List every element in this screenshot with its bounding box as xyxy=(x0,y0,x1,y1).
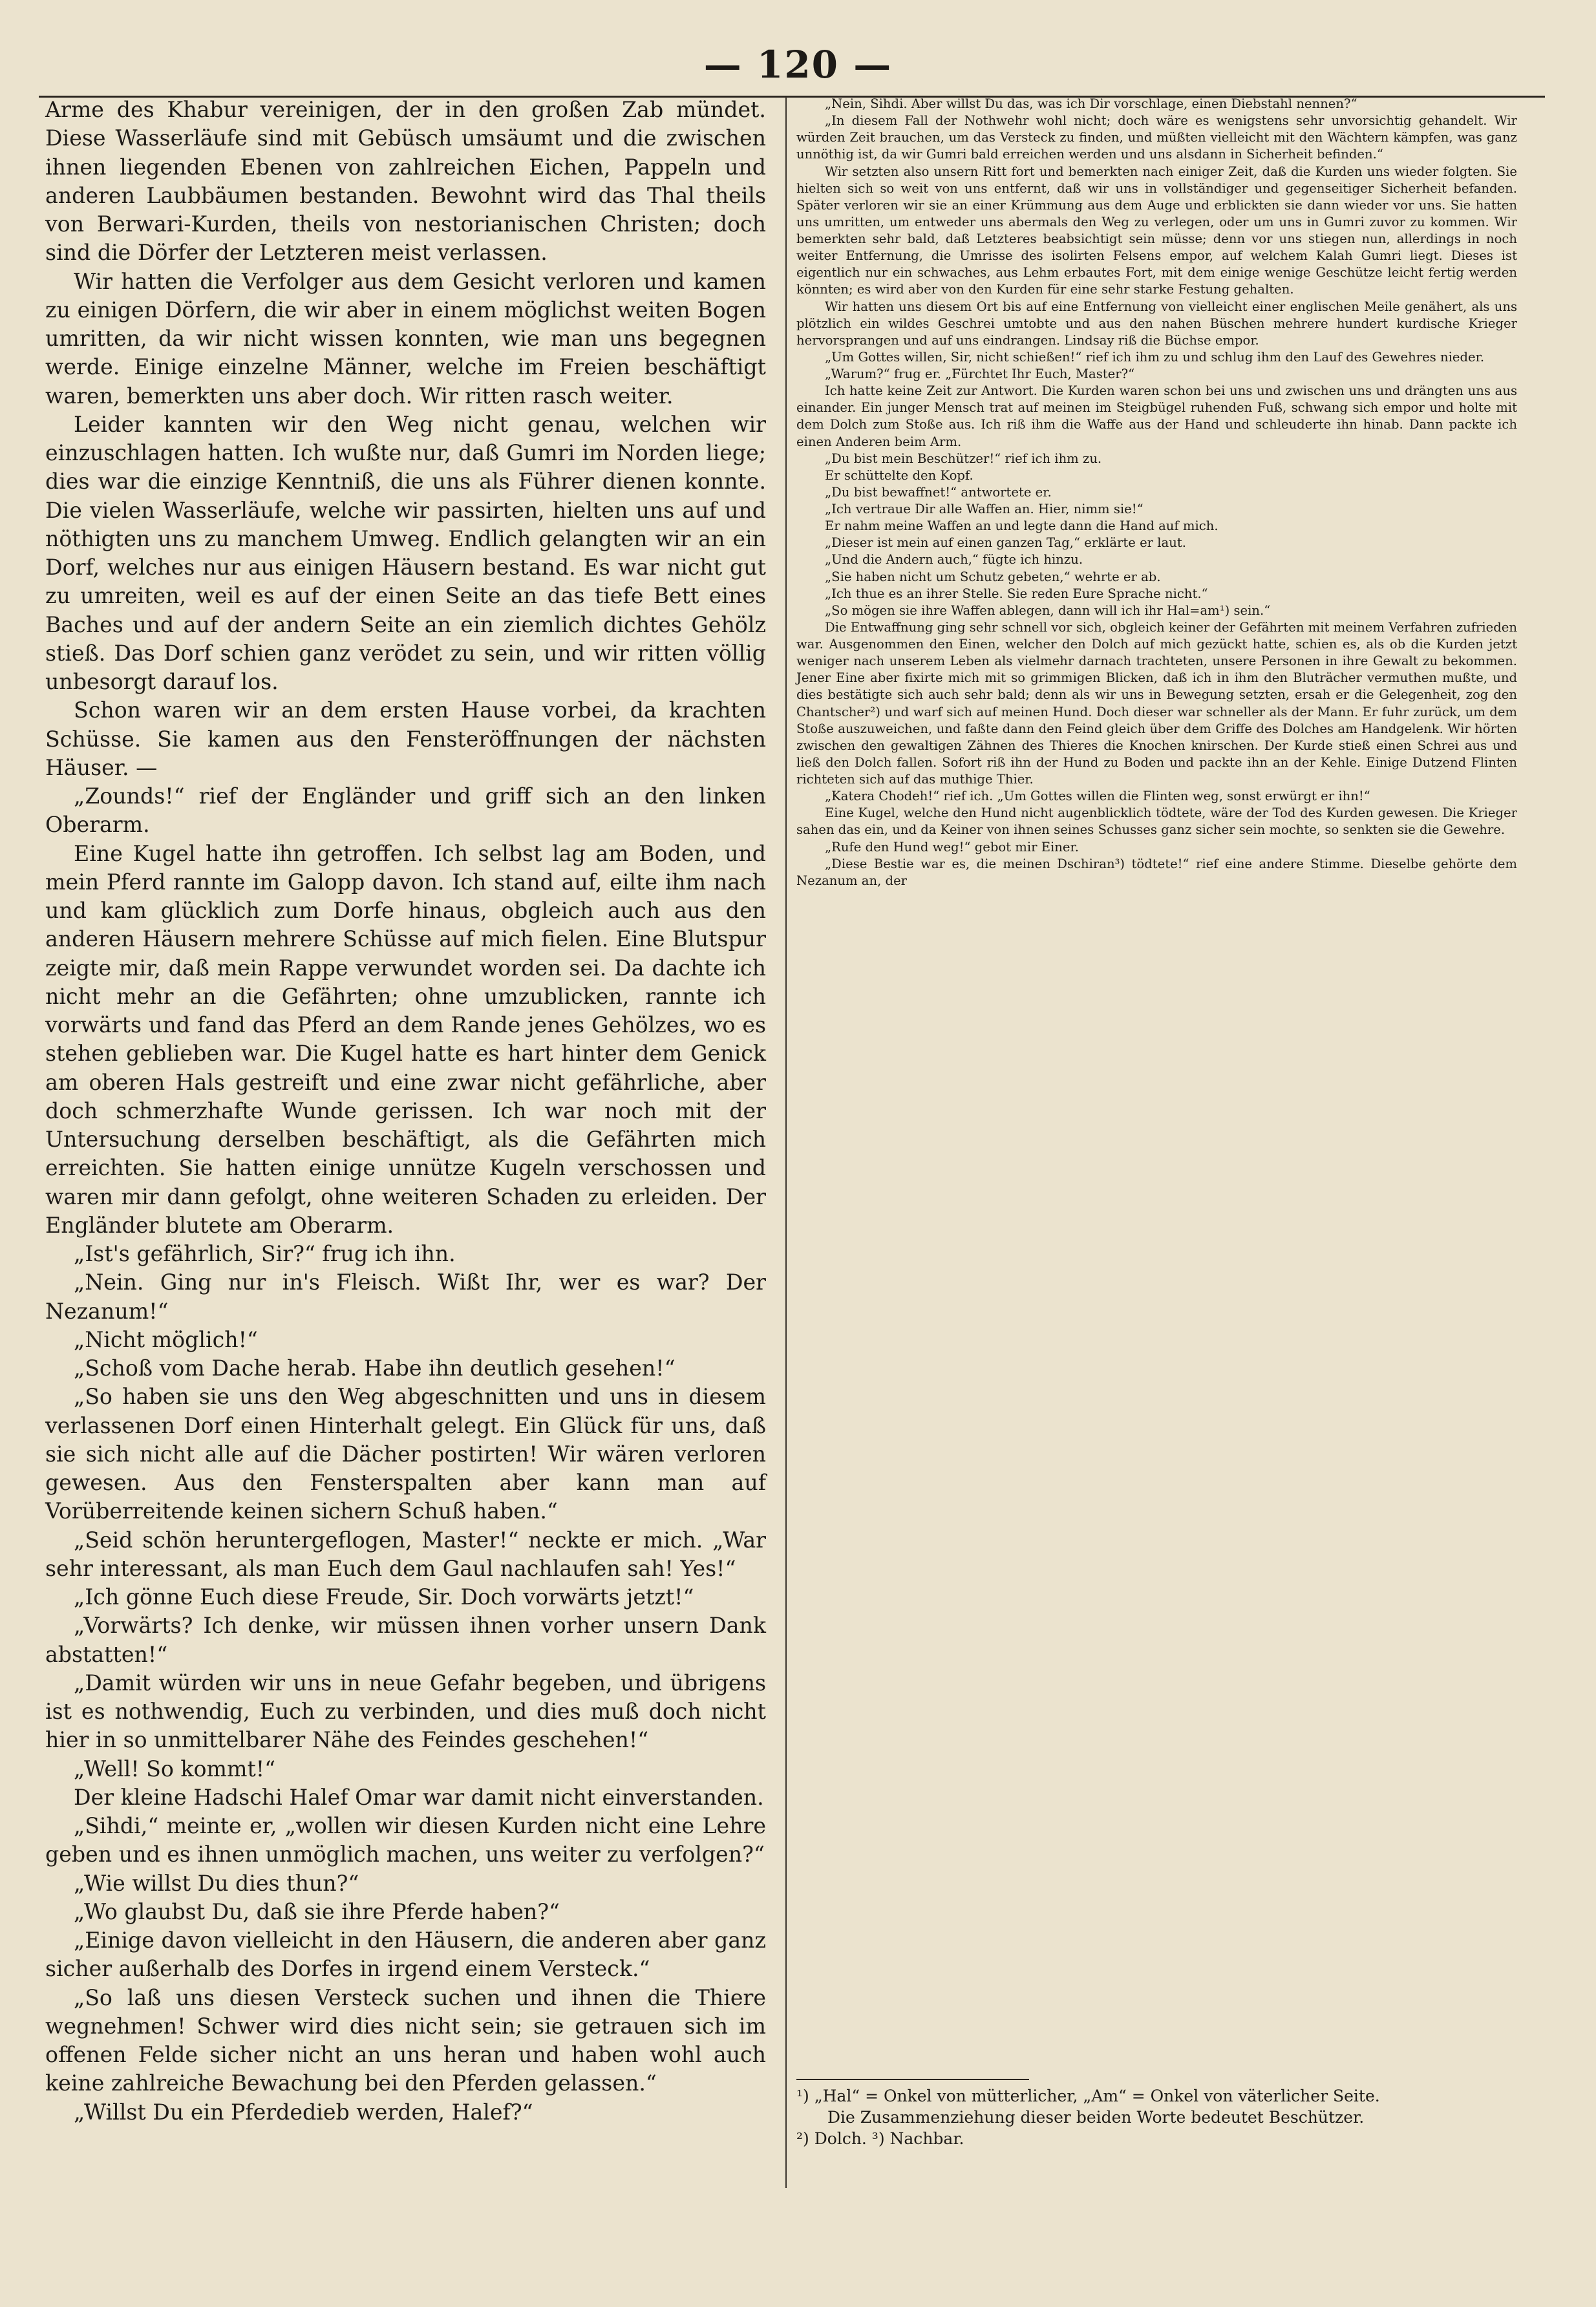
paragraph: Wir setzten also unsern Ritt fort und bemerkten nach einiger Zeit, daß die Kurden uns wieder folgten. Sie hielten sich so weit von uns entfernt, daß wir uns in vollständiger und gegenseitiger Sicherheit befanden. Später verloren wir sie an einer Krümmung aus dem Auge und erblickten sie dann wieder vor uns. Sie hatten uns umritten, um entweder uns abermals den Weg zu verlegen, oder um uns in Gumri zuvor zu kommen. Wir bemerkten sehr bald, daß Letzteres beabsichtigt sein müsse; denn vor uns stiegen nun, allerdings in noch weiter Entfernung, die Umrisse des isolirten Felsens empor, auf welchem Kalah Gumri liegt. Dieses ist eigentlich nur ein schwaches, aus Lehm erbautes Fort, mit dem einige wenige Geschütze leicht fertig werden könnten; es wird aber von den Kurden für eine sehr starke Festung gehalten. xyxy=(796,164,1517,297)
paragraph: „Und die Andern auch,“ fügte ich hinzu. xyxy=(825,552,1083,568)
paragraph: Leider kannten wir den Weg nicht genau, welchen wir einzuschlagen hatten. Ich wußte nur, daß Gumri im Norden liege; dies war die einzige Kenntniß, die uns als Führer dienen konnte. Die vielen Wasserläufe, welche wir passirten, hielten uns auf und nöthigten uns zu manchem Umweg. Endlich gelangten wir an ein Dorf, welches nur aus einigen Häusern bestand. Es war nicht gut zu umreiten, weil es auf der einen Seite an das tiefe Bett eines Baches und auf der andern Seite an ein ziemlich dichtes Gehölz stieß. Das Dorf schien ganz verödet zu sein, und wir ritten völlig unbesorgt darauf los. xyxy=(45,411,766,694)
paragraph: Er schüttelte den Kopf. xyxy=(825,467,974,483)
column-divider xyxy=(785,97,787,2188)
paragraph: „Du bist mein Beschützer!“ rief ich ihm zu. xyxy=(825,451,1102,466)
paragraph: „Ich vertraue Dir alle Waffen an. Hier, nimm sie!“ xyxy=(825,502,1144,516)
paragraph: Eine Kugel, welche den Hund nicht augenblicklich tödtete, wäre der Tod des Kurden gewesen. Die Krieger sahen das ein, und da Keiner von ihnen seines Schusses ganz sicher sein mochte, so senkten sie die Gewehre. xyxy=(796,805,1517,838)
paragraph: „Rufe den Hund weg!“ gebot mir Einer. xyxy=(825,839,1079,855)
paragraph: „Katera Chodeh!“ rief ich. „Um Gottes willen die Flinten weg, sonst erwürgt er ihn!“ xyxy=(825,789,1370,804)
footnotes xyxy=(796,2085,1517,2149)
footnote-line: Die Zusammenziehung dieser beiden Worte bedeutet Beschützer. xyxy=(827,2108,1365,2127)
paragraph: „Ich gönne Euch diese Freude, Sir. Doch vorwärts jetzt!“ xyxy=(74,1584,694,1610)
footnote-rule xyxy=(796,2079,1029,2080)
paragraph: „Well! So kommt!“ xyxy=(74,1756,276,1781)
paragraph: Wir hatten uns diesem Ort bis auf eine Entfernung von vielleicht einer englischen Meile genähert, als uns plötzlich ein wildes Geschrei umtobte und aus den nahen Büschen mehrere hundert kurdische Krieger hervorsprangen und auf uns eindrangen. Lindsay riß die Büchse empor. xyxy=(796,299,1517,348)
paragraph: „Damit würden wir uns in neue Gefahr begeben, und übrigens ist es nothwendig, Euch zu verbinden, und dies muß doch nicht hier in so unmittelbarer Nähe des Feindes geschehen!“ xyxy=(45,1670,766,1753)
paragraph: „Du bist bewaffnet!“ antwortete er. xyxy=(825,484,1052,500)
paragraph: „In diesem Fall der Nothwehr wohl nicht; doch wäre es wenigstens sehr unvorsichtig gehandelt. Wir würden Zeit brauchen, um das Versteck zu finden, und müßten vielleicht mit den Wächtern kämpfen, was ganz unnöthig ist, da wir Gumri bald erreichen werden und uns alsdann in Sicherheit befinden.“ xyxy=(796,113,1517,162)
paragraph: „So haben sie uns den Weg abgeschnitten und uns in diesem verlassenen Dorf einen Hinterhalt gelegt. Ein Glück für uns, daß sie sich nicht alle auf die Dächer postirten! Wir wären verloren gewesen. Aus den Fensterspalten aber kann man auf Vorüberreitende keinen sichern Schuß haben.“ xyxy=(45,1384,766,1524)
paragraph: „Zounds!“ rief der Engländer und griff sich an den linken Oberarm. xyxy=(45,783,766,838)
page-number: — 120 — xyxy=(703,43,893,87)
paragraph: „Sihdi,“ meinte er, „wollen wir diesen Kurden nicht eine Lehre geben und es ihnen unmöglich machen, uns weiter zu verfolgen?“ xyxy=(45,1813,766,1867)
paragraph: „Diese Bestie war es, die meinen Dschiran³) tödtete!“ rief eine andere Stimme. Dieselbe gehörte dem Nezanum an, der xyxy=(796,856,1517,888)
paragraph: „So laß uns diesen Versteck suchen und ihnen die Thiere wegnehmen! Schwer wird dies nicht sein; sie getrauen sich im offenen Felde sicher nicht an uns heran und haben wohl auch keine zahlreiche Bewachung bei den Pferden gelassen.“ xyxy=(45,1984,766,2096)
paragraph: „So mögen sie ihre Waffen ablegen, dann will ich ihr Hal=am¹) sein.“ xyxy=(825,602,1271,618)
paragraph: Eine Kugel hatte ihn getroffen. Ich selbst lag am Boden, und mein Pferd rannte im Galopp davon. Ich stand auf, eilte ihm nach und kam glücklich zum Dorfe hinaus, obgleich auch aus den anderen Häusern mehrere Schüsse auf mich fielen. Eine Blutspur zeigte mir, daß mein Rappe verwundet worden sei. Da dachte ich nicht mehr an die Gefährten; ohne umzublicken, rannte ich vorwärts und fand das Pferd an dem Rande jenes Gehölzes, wo es stehen geblieben war. Die Kugel hatte es hart hinter dem Genick am oberen Hals gestreift und eine zwar nicht gefährliche, aber doch schmerzhafte Wunde gerissen. Ich war noch mit der Untersuchung derselben beschäftigt, als die Gefährten mich erreichten. Sie hatten einige unnütze Kugeln verschossen und waren mir dann gefolgt, ohne weiteren Schaden zu erleiden. Der Engländer blutete am Oberarm. xyxy=(45,840,766,1238)
paragraph: „Ist's gefährlich, Sir?“ frug ich ihn. xyxy=(74,1241,456,1266)
paragraph: Schon waren wir an dem ersten Hause vorbei, da krachten Schüsse. Sie kamen aus den Fensteröffnungen der nächsten Häuser. — xyxy=(45,697,766,780)
paragraph: „Ich thue es an ihrer Stelle. Sie reden Eure Sprache nicht.“ xyxy=(825,586,1208,601)
paragraph: „Wie willst Du dies thun?“ xyxy=(74,1870,359,1896)
left-column xyxy=(45,96,766,2196)
paragraph: „Vorwärts? Ich denke, wir müssen ihnen vorher unsern Dank abstatten!“ xyxy=(45,1613,766,1667)
paragraph: „Schoß vom Dache herab. Habe ihn deutlich gesehen!“ xyxy=(74,1355,676,1381)
paragraph: Ich hatte keine Zeit zur Antwort. Die Kurden waren schon bei uns und zwischen uns und drängten uns aus einander. Ein junger Mensch trat auf meinen im Steigbügel ruhenden Fuß, schwang sich empor und holte mit dem Dolch zum Stoße aus. Ich riß ihm die Waffe aus der Hand und schleuderte ihn hinab. Dann packte ich einen Anderen beim Arm. xyxy=(796,383,1517,449)
paragraph: Er nahm meine Waffen an und legte dann die Hand auf mich. xyxy=(825,518,1218,534)
footnote-line: ¹) „Hal“ = Onkel von mütterlicher, „Am“ = Onkel von väterlicher Seite. xyxy=(796,2087,1380,2105)
paragraph: Arme des Khabur vereinigen, der in den großen Zab mündet. Diese Wasserläufe sind mit Gebüsch umsäumt und die zwischen ihnen liegenden Ebenen von zahlreichen Eichen, Pappeln und anderen Laubbäumen bestanden. Bewohnt wird das Thal theils von Berwari-Kurden, theils von nestorianischen Christen; doch sind die Dörfer der Letzteren meist verlassen. xyxy=(45,97,766,266)
paragraph: „Willst Du ein Pferdedieb werden, Halef?“ xyxy=(74,2099,533,2125)
paragraph: „Nein. Ging nur in's Fleisch. Wißt Ihr, wer es war? Der Nezanum!“ xyxy=(45,1270,766,1324)
paragraph: „Einige davon vielleicht in den Häusern, die anderen aber ganz sicher außerhalb des Dorfes in irgend einem Versteck.“ xyxy=(45,1928,766,1982)
paragraph: Der kleine Hadschi Halef Omar war damit nicht einverstanden. xyxy=(74,1784,764,1810)
paragraph: „Warum?“ frug er. „Fürchtet Ihr Euch, Master?“ xyxy=(825,367,1135,381)
paragraph: Wir hatten die Verfolger aus dem Gesicht verloren und kamen zu einigen Dörfern, die wir aber in einem möglichst weiten Bogen umritten, da wir nicht wissen konnten, wie man uns begegnen werde. Einige einzelne Männer, welche im Freien beschäftigt waren, bemerkten uns aber doch. Wir ritten rasch weiter. xyxy=(45,268,766,409)
paragraph: Die Entwaffnung ging sehr schnell vor sich, obgleich keiner der Gefährten mit meinem Verfahren zufrieden war. Ausgenommen den Einen, welcher den Dolch auf mich gezückt hatte, schien es, als ob die Kurden jetzt weniger nach unserem Leben als vielmehr darnach trachteten, unsere Personen in ihre Gewalt zu bekommen. Jener Eine aber fixirte mich mit so grimmigen Blicken, daß ich in ihm den Bluträcher vermuthen mußte, und dies bestätigte sich auch sehr bald; denn als wir uns in Bewegung setzten, ersah er die Gelegenheit, zog den Chantscher²) und warf sich auf meinen Hund. Doch dieser war schneller als der Mann. Er fuhr zurück, um dem Stoße auszuweichen, und faßte dann den Feind gleich über dem Griffe des Dolches am Handgelenk. Wir hörten zwischen den gewaltigen Zähnen des Thieres die Knochen knirschen. Der Kurde stieß einen Schrei aus und ließ den Dolch fallen. Sofort riß ihn der Hund zu Boden und packte ihn an der Kehle. Einige Dutzend Flinten richteten sich auf das muthige Thier. xyxy=(796,619,1517,787)
paragraph: „Sie haben nicht um Schutz gebeten,“ wehrte er ab. xyxy=(825,569,1161,584)
paragraph: „Seid schön heruntergeflogen, Master!“ neckte er mich. „War sehr interessant, als man Euch dem Gaul nachlaufen sah! Yes!“ xyxy=(45,1527,766,1581)
paragraph: „Wo glaubst Du, daß sie ihre Pferde haben?“ xyxy=(74,1898,560,1924)
right-column xyxy=(796,96,1517,2196)
footnote-line: ²) Dolch. ³) Nachbar. xyxy=(796,2129,964,2148)
paragraph: „Nein, Sihdi. Aber willst Du das, was ich Dir vorschlage, einen Diebstahl nennen?“ xyxy=(825,96,1357,111)
paragraph: „Dieser ist mein auf einen ganzen Tag,“ erklärte er laut. xyxy=(825,535,1186,551)
paragraph: „Um Gottes willen, Sir, nicht schießen!“ rief ich ihm zu und schlug ihm den Lauf des Gewehres nieder. xyxy=(825,349,1485,365)
paragraph: „Nicht möglich!“ xyxy=(74,1326,258,1352)
